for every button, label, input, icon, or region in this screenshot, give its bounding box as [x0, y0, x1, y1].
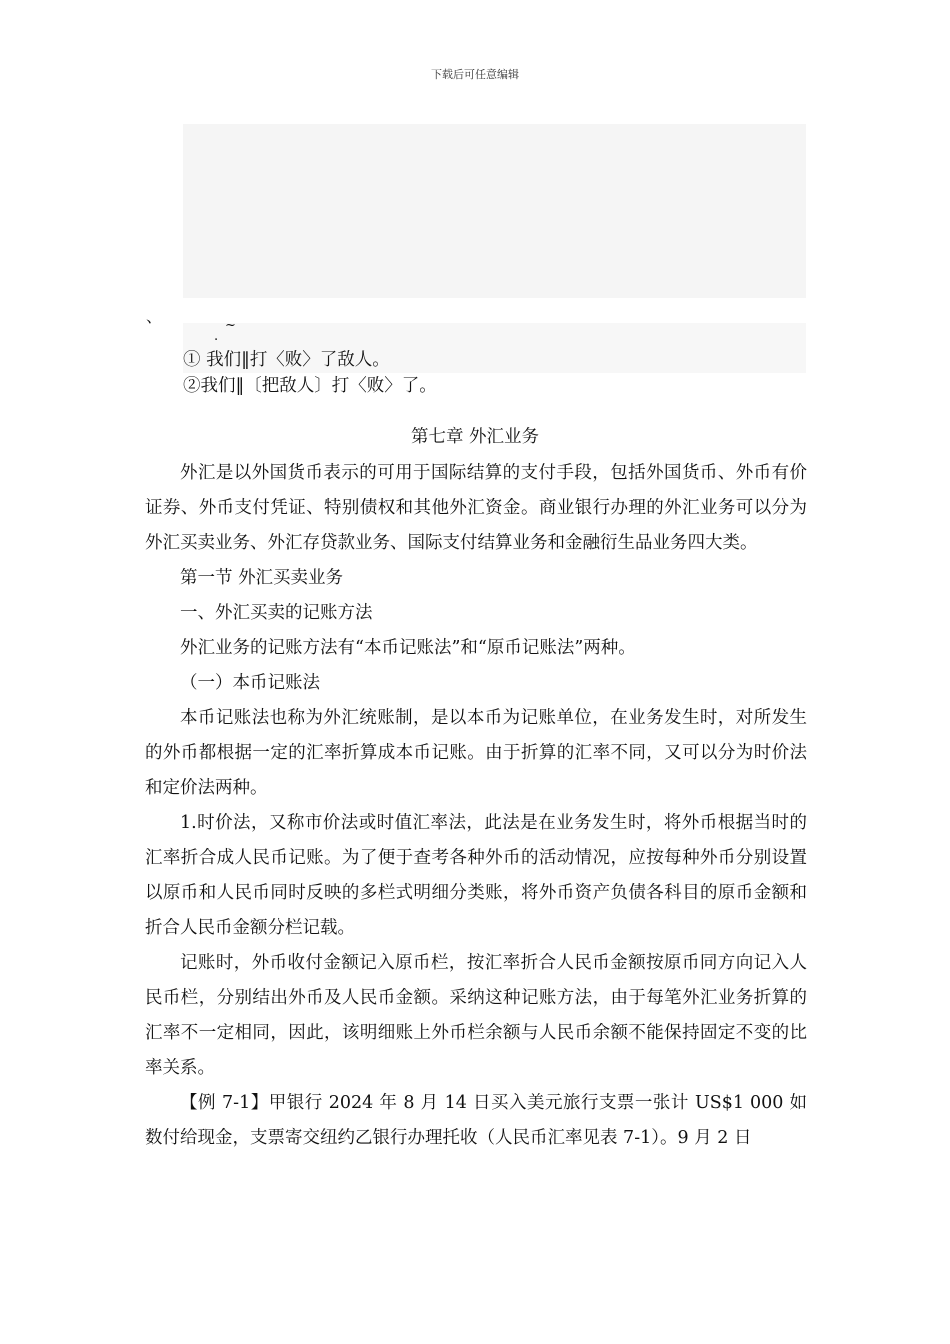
- page-header: 下载后可任意编辑: [431, 68, 519, 81]
- stray-mark: 、: [146, 307, 163, 326]
- paragraph: 外汇业务的记账方法有“本币记账法”和“原币记账法”两种。: [180, 638, 636, 658]
- chapter-title: 第七章 外汇业务: [410, 427, 540, 447]
- paragraph: 1.时价法，又称市价法或时值汇率法，此法是在业务发生时，将外币根据当时的汇率折合成人民币记账。为了便于查考各种外币的活动情况，应按每种外币分别设置以原币和人民币同时反映的多栏式明细分类账，将外币资产负债各科目的原币金额和折合人民币金额分栏记载。: [145, 813, 807, 938]
- stray-mark: .: [214, 329, 219, 344]
- section-heading: 第一节 外汇买卖业务: [180, 568, 344, 588]
- subsection-heading: 一、外汇买卖的记账方法: [180, 603, 373, 623]
- body-text: [145, 456, 807, 1156]
- blank-image-area: [183, 124, 806, 298]
- subsection-heading: （一）本币记账法: [180, 673, 320, 693]
- example-sentence-1: ① 我们‖打〈败〉了敌人。: [183, 350, 390, 370]
- paragraph: 记账时，外币收付金额记入原币栏，按汇率折合人民币金额按原币同方向记入人民币栏，分别结出外币及人民币金额。采纳这种记账方法，由于每笔外汇业务折算的汇率不一定相同，因此，该明细账上外币栏余额与人民币余额不能保持固定不变的比率关系。: [145, 953, 807, 1078]
- example-sentence-2: ②我们‖〔把敌人〕打〈败〉了。: [183, 376, 437, 396]
- stray-mark: ~: [225, 318, 236, 333]
- paragraph: 外汇是以外国货币表示的可用于国际结算的支付手段，包括外国货币、外币有价证券、外币支付凭证、特别债权和其他外汇资金。商业银行办理的外汇业务可以分为外汇买卖业务、外汇存贷款业务、国际支付结算业务和金融衍生品业务四大类。: [145, 463, 807, 553]
- paragraph: 【例 7-1】甲银行 2024 年 8 月 14 日买入美元旅行支票一张计 US$1 000 如数付给现金，支票寄交纽约乙银行办理托收（人民币汇率见表 7-1）。9 月 2 日: [145, 1093, 807, 1148]
- paragraph: 本币记账法也称为外汇统账制，是以本币为记账单位，在业务发生时，对所发生的外币都根据一定的汇率折算成本币记账。由于折算的汇率不同，又可以分为时价法和定价法两种。: [145, 708, 807, 798]
